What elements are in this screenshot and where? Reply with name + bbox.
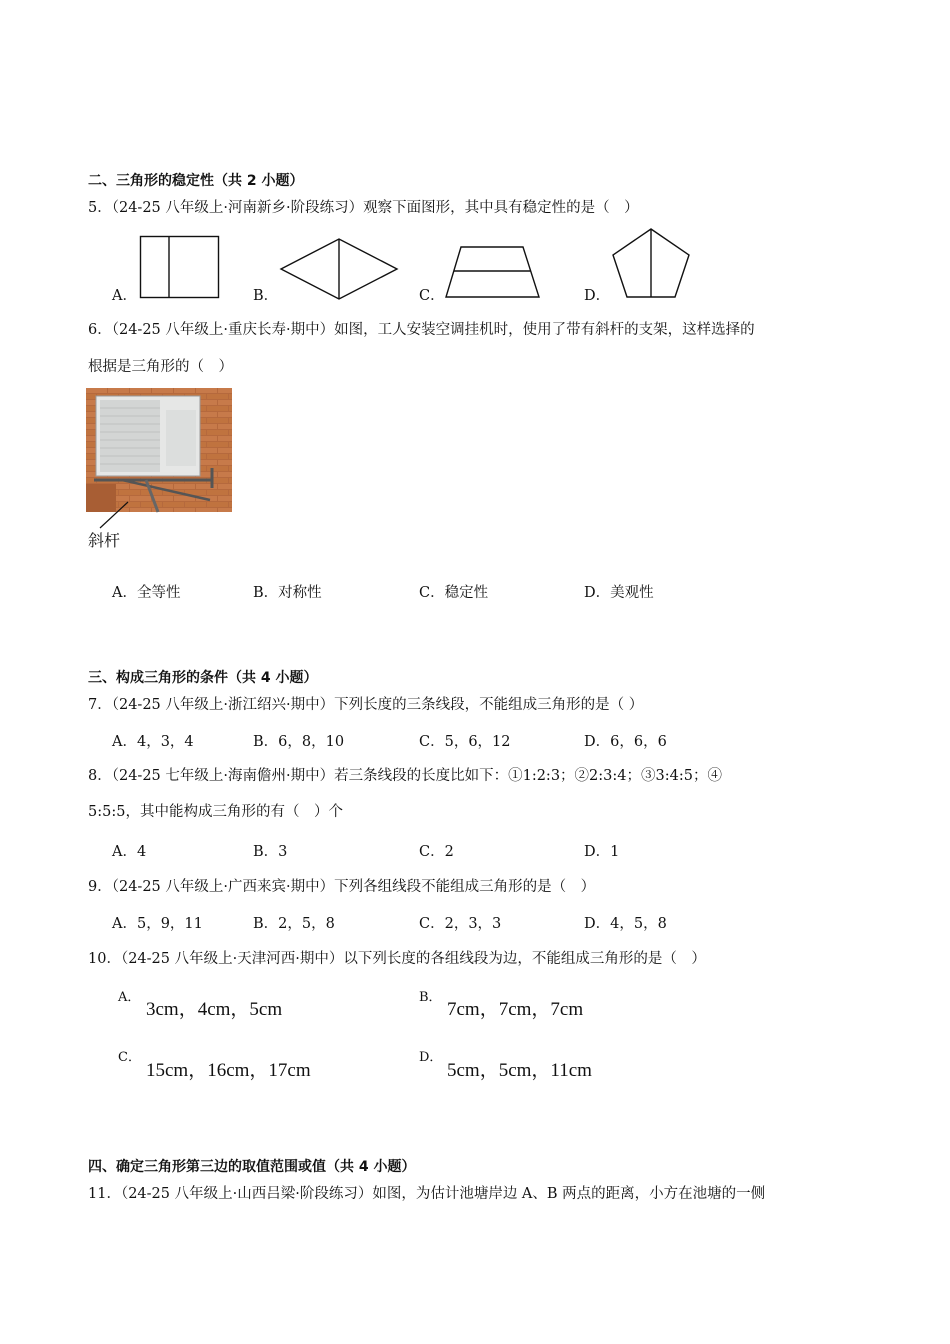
section-title-third-side: 四、确定三角形第三边的取值范围或值（共 4 小题） [88,1159,416,1175]
question-8-line-2: 5:5:5，其中能构成三角形的有（ ）个 [88,804,343,820]
question-6-line-1: 6．（24-25 八年级上·重庆长寿·期中）如图，工人安装空调挂机时，使用了带有斜杆的支架，这样选择的 [88,322,755,338]
q6-option-c: C．稳定性 [419,585,489,601]
q8-option-b: B．3 [253,844,288,860]
q8-option-a: A．4 [112,844,147,860]
question-7-text: 7．（24-25 八年级上·浙江绍兴·期中）下列长度的三条线段，不能组成三角形的是（ ） [88,697,644,713]
figure-pentagon-divided [611,228,691,300]
q6-option-d: D．美观性 [584,585,654,601]
section-title-stability: 二、三角形的稳定性（共 2 小题） [88,173,304,189]
q10-option-a: 3cm，4cm，5cm [146,999,283,1020]
q10-option-b: 7cm，7cm，7cm [447,999,584,1020]
question-9-text: 9．（24-25 八年级上·广西来宾·期中）下列各组线段不能组成三角形的是（ ） [88,879,596,895]
question-6-line-2: 根据是三角形的（ ） [88,359,233,375]
air-conditioner-photo [86,388,232,512]
q7-option-c: C．5，6，12 [419,734,511,750]
q7-option-b: B．6，8，10 [253,734,345,750]
q10-label-c: C． [118,1050,141,1065]
q6-option-b: B．对称性 [253,585,322,601]
q8-option-c: C．2 [419,844,454,860]
section-title-conditions: 三、构成三角形的条件（共 4 小题） [88,670,318,686]
q9-option-a: A．5，9，11 [112,916,203,932]
q10-label-b: B． [419,990,442,1005]
q10-label-a: A． [118,990,141,1005]
q5-label-a: A． [112,288,137,304]
question-10-text: 10．（24-25 八年级上·天津河西·期中）以下列长度的各组线段为边，不能组成三角形的是（ ） [88,951,706,967]
figure-rhombus-divided [280,238,398,300]
figure-rectangle-divided [140,236,220,300]
q9-option-b: B．2，5，8 [253,916,335,932]
q7-option-a: A．4，3，4 [112,734,194,750]
q10-label-d: D． [419,1050,443,1065]
question-5-text: 5．（24-25 八年级上·河南新乡·阶段练习）观察下面图形，其中具有稳定性的是（ ） [88,200,639,216]
q5-label-b: B． [253,288,279,304]
photo-caption: 斜杆 [88,531,121,550]
q9-option-d: D．4，5，8 [584,916,667,932]
q5-label-d: D． [584,288,611,304]
q7-option-d: D．6，6，6 [584,734,667,750]
question-11-text: 11．（24-25 八年级上·山西吕梁·阶段练习）如图，为估计池塘岸边 A、B 两点的距离，小方在池塘的一侧 [88,1186,766,1202]
q9-option-c: C．2，3，3 [419,916,502,932]
caption-pointer-line [96,500,136,530]
question-8-line-1: 8．（24-25 七年级上·海南儋州·期中）若三条线段的长度比如下：①1:2:3；②2:3:4；③3:4:5；④ [88,768,722,784]
figure-trapezoid-divided [445,246,541,298]
q5-label-c: C． [419,288,445,304]
q6-option-a: A．全等性 [112,585,181,601]
q10-option-d: 5cm，5cm，11cm [447,1060,592,1081]
q10-option-c: 15cm，16cm，17cm [146,1060,311,1081]
q8-option-d: D．1 [584,844,620,860]
